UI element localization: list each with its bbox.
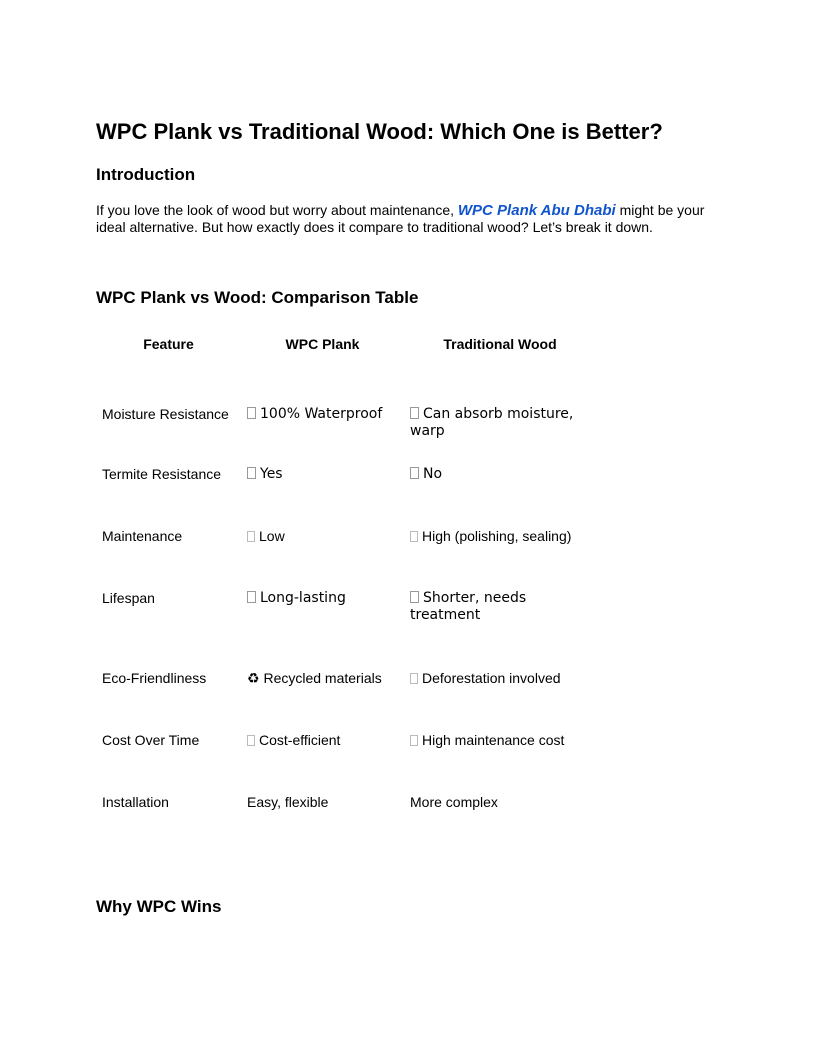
hourglass-icon [410, 591, 419, 603]
wpc-cell: ♻ Recycled materials [247, 670, 382, 686]
feature-cell: Eco-Friendliness [102, 670, 207, 686]
why-wpc-wins-heading: Why WPC Wins [96, 897, 222, 916]
wpc-cell: Yes [241, 440, 404, 502]
table-header-row [96, 318, 596, 370]
table-row [96, 440, 596, 502]
feature-cell: Cost Over Time [102, 732, 200, 748]
wood-cell: Can absorb moisture, warp [410, 406, 574, 439]
wpc-cell: Cost-efficient [241, 706, 404, 768]
cross-icon [410, 467, 419, 479]
check-icon [247, 407, 256, 419]
table-row [96, 370, 596, 440]
column-header-feature: Feature [143, 336, 194, 352]
tool-icon [247, 531, 255, 542]
tree-icon [410, 673, 418, 684]
clock-icon [247, 591, 256, 603]
wood-cell: No [404, 440, 596, 502]
wood-cell: High (polishing, sealing) [404, 502, 596, 564]
recycle-icon: ♻ [247, 670, 264, 686]
feature-cell: Termite Resistance [102, 466, 222, 482]
wpc-cell: Easy, flexible [247, 794, 329, 810]
table-row [96, 768, 596, 830]
wpc-cell: Low [241, 502, 404, 564]
feature-cell: Maintenance [102, 528, 183, 544]
wood-cell: More complex [410, 794, 498, 810]
cross-icon [410, 407, 419, 419]
warning-icon [410, 531, 418, 542]
wpc-cell: Long-lasting [241, 564, 404, 644]
intro-heading: Introduction [96, 165, 196, 184]
wood-cell: Deforestation involved [404, 644, 596, 706]
feature-cell: Installation [102, 794, 169, 810]
table-row [96, 644, 596, 706]
money-icon [247, 735, 255, 746]
intro-text-before: If you love the look of wood but worry about maintenance, [96, 202, 458, 218]
page-title: WPC Plank vs Traditional Wood: Which One is Better? [96, 119, 663, 144]
wpc-cell: 100% Waterproof [241, 370, 404, 440]
comparison-heading: WPC Plank vs Wood: Comparison Table [96, 288, 419, 307]
column-header-wpc-plank: WPC Plank [285, 336, 360, 352]
wpc-plank-abu-dhabi-link[interactable]: WPC Plank Abu Dhabi [457, 202, 616, 219]
table-row [96, 564, 596, 644]
comparison-table [96, 318, 596, 830]
wood-cell: High maintenance cost [404, 706, 596, 768]
table-row [96, 502, 596, 564]
check-icon [247, 467, 256, 479]
feature-cell: Lifespan [102, 590, 155, 606]
table-row [96, 706, 596, 768]
intro-text-after: might be your ideal alternative. But how exactly does it compare to traditional wood? Let’s break it down. [96, 202, 705, 235]
column-header-traditional-wood: Traditional Wood [443, 336, 557, 352]
wood-cell: Shorter, needs treatment [410, 590, 527, 623]
intro-paragraph [96, 202, 726, 236]
feature-cell: Moisture Resistance [102, 406, 229, 422]
money-icon [410, 735, 418, 746]
